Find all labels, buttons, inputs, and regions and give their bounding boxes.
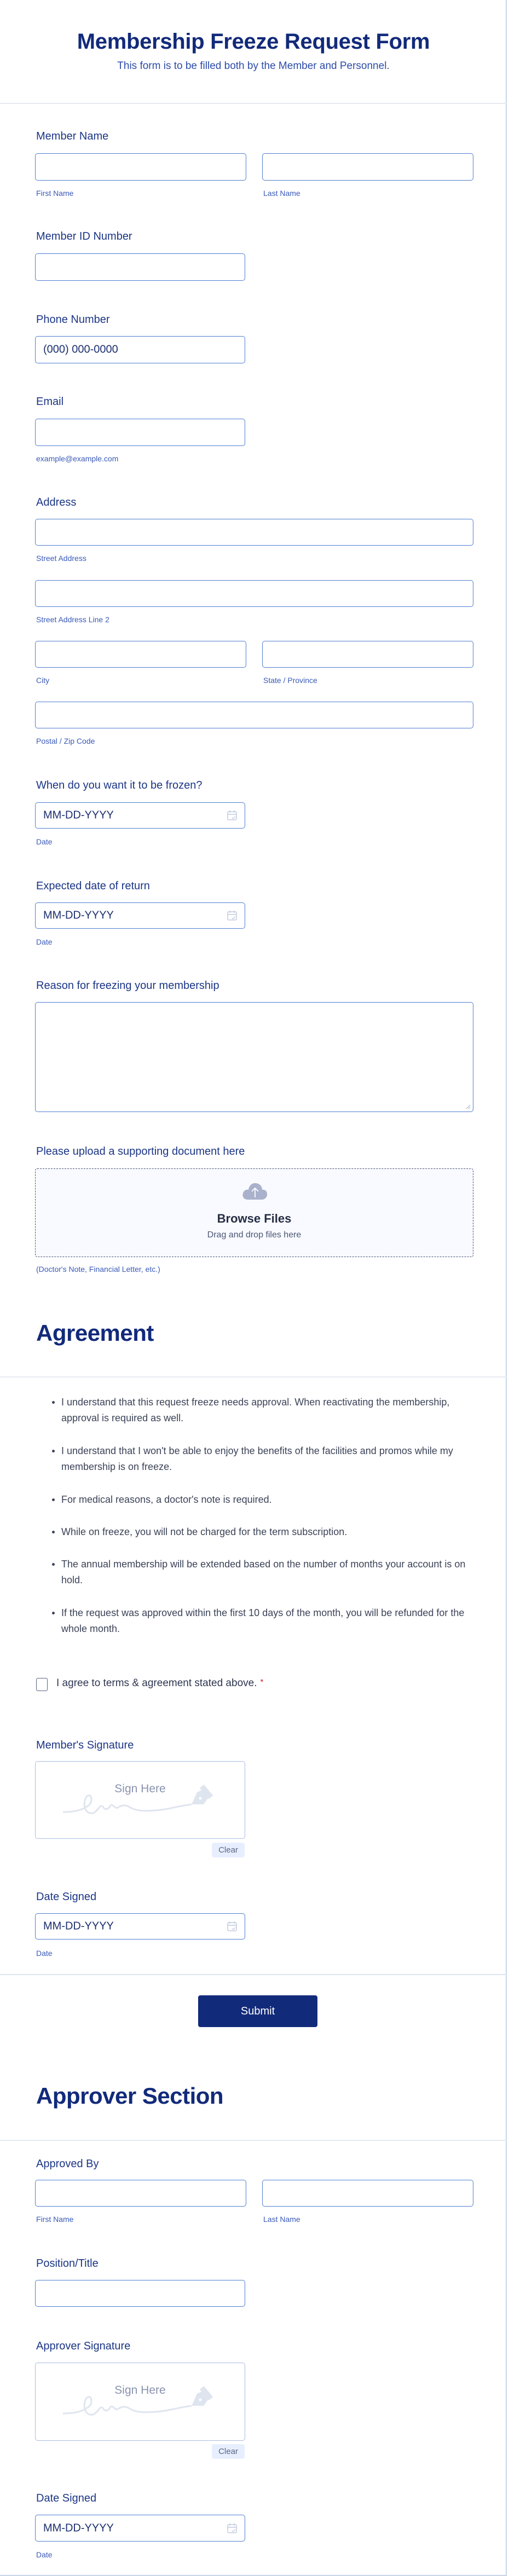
approver-last-name-input[interactable] [262, 2180, 473, 2207]
submit-button[interactable]: Submit [198, 1995, 317, 2027]
member-name-label: Member Name [36, 130, 109, 142]
member-date-placeholder: MM-DD-YYYY [43, 1920, 114, 1932]
email-input[interactable] [35, 419, 245, 446]
email-label: Email [36, 396, 64, 408]
upload-helper-text: (Doctor's Note, Financial Letter, etc.) [36, 1265, 160, 1273]
agreement-item: I understand that this request freeze needs approval. When reactivating the membership, approval is required as well. [36, 1394, 468, 1426]
required-asterisk: * [260, 1677, 264, 1687]
member-last-name-input[interactable] [262, 153, 473, 181]
member-first-name-input[interactable] [35, 153, 246, 181]
agree-label-text: I agree to terms & agreement stated above. [56, 1677, 257, 1689]
postal-code-sublabel: Postal / Zip Code [36, 737, 95, 745]
calendar-icon[interactable] [227, 810, 237, 821]
agree-checkbox-label[interactable] [56, 1677, 263, 1689]
freeze-date-label: When do you want it to be frozen? [36, 779, 203, 791]
upload-label: Please upload a supporting document here [36, 1145, 245, 1157]
reason-textarea[interactable] [35, 1002, 473, 1112]
agreement-divider [0, 1376, 507, 1377]
street-address-sublabel: Street Address [36, 554, 86, 563]
member-signature-clear-button[interactable]: Clear [212, 1843, 245, 1857]
reason-label: Reason for freezing your membership [36, 980, 219, 992]
postal-code-input[interactable] [35, 702, 473, 728]
member-id-input[interactable] [35, 253, 245, 281]
email-sublabel: example@example.com [36, 454, 119, 463]
member-signature-label: Member's Signature [36, 1739, 134, 1751]
calendar-icon[interactable] [227, 910, 237, 921]
approver-signature-label: Approver Signature [36, 2340, 131, 2352]
signature-pen-icon [60, 1785, 224, 1817]
phone-input[interactable] [35, 336, 245, 363]
address-label: Address [36, 496, 77, 508]
approver-date-signed-input[interactable] [35, 2515, 245, 2542]
agree-checkbox[interactable] [36, 1678, 48, 1691]
signature-pen-icon [60, 2386, 224, 2419]
city-input[interactable] [35, 641, 246, 668]
approver-signature-pad[interactable] [35, 2363, 245, 2441]
approver-date-signed-label: Date Signed [36, 2492, 97, 2504]
member-date-signed-label: Date Signed [36, 1891, 97, 1903]
city-sublabel: City [36, 676, 50, 685]
return-date-placeholder: MM-DD-YYYY [43, 909, 114, 922]
approver-date-sublabel: Date [36, 2550, 53, 2559]
approver-date-placeholder: MM-DD-YYYY [43, 2522, 114, 2534]
approver-last-name-sublabel: Last Name [263, 2215, 300, 2224]
agreement-item: While on freeze, you will not be charged for the term subscription. [36, 1524, 474, 1540]
state-input[interactable] [262, 641, 473, 668]
phone-label: Phone Number [36, 314, 110, 326]
agreement-item: If the request was approved within the first 10 days of the month, you will be refunded for the whole month. [36, 1605, 474, 1637]
agreement-item: I understand that I won't be able to enjoy the benefits of the facilities and promos while my membership is on freeze. [36, 1443, 474, 1475]
freeze-date-placeholder: MM-DD-YYYY [43, 809, 114, 821]
position-title-input[interactable] [35, 2280, 245, 2307]
approved-by-label: Approved By [36, 2158, 99, 2170]
sign-here-placeholder: Sign Here [114, 2384, 166, 2396]
freeze-date-input[interactable] [35, 802, 245, 829]
member-signature-pad[interactable] [35, 1761, 245, 1839]
approver-divider [0, 2140, 507, 2141]
state-sublabel: State / Province [263, 676, 317, 685]
approver-heading: Approver Section [36, 2083, 224, 2109]
form-title: Membership Freeze Request Form [77, 30, 430, 54]
freeze-date-sublabel: Date [36, 837, 53, 846]
drag-drop-hint: Drag and drop files here [207, 1230, 302, 1240]
approver-signature-clear-button[interactable]: Clear [212, 2444, 245, 2459]
return-date-label: Expected date of return [36, 880, 150, 892]
form-subtitle: This form is to be filled both by the Member and Personnel. [117, 60, 390, 72]
member-date-sublabel: Date [36, 1949, 53, 1958]
agreement-heading: Agreement [36, 1320, 154, 1346]
member-date-signed-input[interactable] [35, 1913, 245, 1940]
approver-first-name-sublabel: First Name [36, 2215, 74, 2224]
return-date-input[interactable] [35, 902, 245, 929]
street-address-input[interactable] [35, 519, 473, 546]
browse-files-button[interactable]: Browse Files [217, 1212, 292, 1225]
street-address-line2-sublabel: Street Address Line 2 [36, 615, 109, 624]
position-title-label: Position/Title [36, 2257, 99, 2270]
agreement-item: The annual membership will be extended based on the number of months your account is on hold. [36, 1556, 474, 1588]
file-dropzone[interactable] [35, 1168, 473, 1257]
submit-divider [0, 1974, 507, 1975]
agreement-item: For medical reasons, a doctor's note is required. [36, 1492, 474, 1508]
calendar-icon[interactable] [227, 1921, 237, 1932]
approver-first-name-input[interactable] [35, 2180, 246, 2207]
member-id-label: Member ID Number [36, 230, 132, 242]
first-name-sublabel: First Name [36, 189, 74, 198]
calendar-icon[interactable] [227, 2523, 237, 2534]
last-name-sublabel: Last Name [263, 189, 300, 198]
phone-placeholder: (000) 000-0000 [43, 343, 118, 356]
sign-here-placeholder: Sign Here [114, 1782, 166, 1795]
header-divider [0, 103, 507, 104]
resize-handle-icon[interactable] [465, 1104, 471, 1109]
cloud-upload-icon [241, 1181, 269, 1201]
return-date-sublabel: Date [36, 937, 53, 946]
street-address-line2-input[interactable] [35, 580, 473, 607]
